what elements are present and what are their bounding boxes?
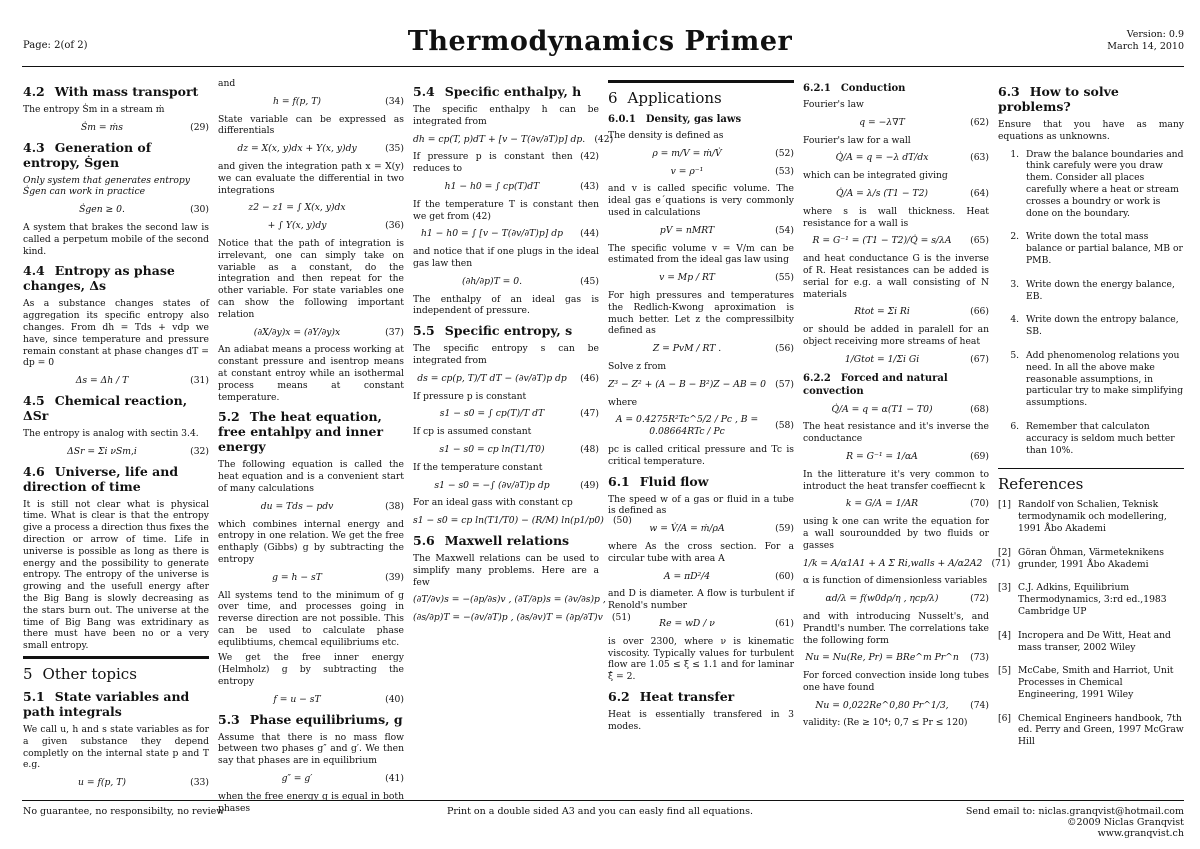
header-rule [22,66,1184,67]
equation: Re = wD / ν (61) [659,617,794,629]
equation: Δs = Δh / T (31) [75,375,209,387]
equation: ρ = m/V = ṁ/V̇ (52) [652,147,794,159]
equation: Q̇/A = λ/s (T1 − T2) (64) [835,187,989,199]
equation: dh = cp(T, p)dT + [v − T(∂v/∂T)p] dp. (42) [413,133,614,145]
paragraph: Heat is essentially transfered in 3 modes. [608,708,794,732]
equation: Ṡm = ṁs (29) [81,121,209,133]
paragraph: α is function of dimensionless variables [803,575,988,587]
paragraph: and heat conductance G is the inverse of R. Heat resistances can be added is serial for e.g. a wall consisting of N materials [803,253,989,300]
paragraph: The specific entropy s can be integrated from [413,343,599,366]
equation: ΔSr = Σi νSm,i (32) [67,445,209,457]
equation: k = G/A = 1/AR (70) [845,498,989,510]
list-item: 4. Write down the entropy balance, SB. [1022,314,1184,338]
equation: Q̇/A = q = −λ dT/dx (63) [835,152,989,164]
equation: Rtot = Σi Ri (66) [854,306,989,318]
equation: w = V̇/A = ṁ/ρA (59) [649,523,794,535]
paragraph: If pressure p is constant [413,390,527,402]
subsection-heading: 6.2.2 Forced and natural convection [803,372,948,397]
paragraph: A system that brakes the second law is called a perpetum mobile of the second kind. [23,221,209,257]
reference-item: [1] Randolf von Schalien, Teknisk termodynamik och modellering, 1991 Åbo Akademi [998,499,1167,534]
paragraph: where [608,396,638,408]
section-rule [608,80,794,83]
equation: 1/k = A/α1A1 + A Σ Ri,walls + A/α2A2 (71) [803,557,1011,569]
paragraph: The specific enthalpy h can be integrated from [413,104,599,127]
equation: f = u − sT (40) [273,693,404,705]
equation: 1/Gtot = 1/Σi Gi (67) [844,353,989,365]
equation: s1 − s0 = cp ln(T1/T0) − (R/M) ln(p1/p0) (50) [413,515,632,527]
equation: R = G⁻¹ = (T1 − T2)/Q̇ = s/λA (65) [812,235,989,247]
section-heading: 4.4 Entropy as phase changes, Δs [23,263,175,294]
paragraph: State variable can be expressed as differentials [218,113,404,137]
equation: dz = X(x, y)dx + Y(x, y)dy (35) [237,143,404,155]
list-item: 5. Add phenomenolog relations you need. In all the above make reasonable assumptions, in particular try to make simplifying assumptions. [1022,350,1184,409]
paragraph: An adiabat means a process working at constant pressure and isentrop means at constant entroy while an isothermal process means at constant temperature. [218,344,404,403]
section-heading: 5.4 Specific enthalpy, h [413,84,582,99]
paragraph: Fourier's law [803,99,864,110]
equation: ds = cp(p, T)/T dT − (∂v/∂T)p dp (46) [417,372,599,384]
section-rule [23,656,209,659]
paragraph: and D is diameter. A flow is turbulent if Renold's number [608,588,794,612]
equation: v = Mp / RT (55) [659,272,794,284]
paragraph: or should be added in paralell for an object receiving more streams of heat [803,324,989,347]
paragraph: when the free energy g is equal in both phases [218,790,404,814]
equation: h = f(p, T) (34) [273,95,404,107]
column-4 [608,78,794,793]
reference-item: [5] McCabe, Smith and Harriot, Unit Processes in Chemical Engineering, 1991 Wiley [998,665,1174,700]
paragraph: and given the integration path x = X(y) we can evaluate the differential in two integrations [218,160,404,196]
paragraph: using k one can write the equation for a wall souroundded by two fluids or gasses [803,516,989,551]
paragraph: For an ideal gass with constant cp [413,497,573,509]
list-item: 2. Write down the total mass balance or partial balance, MB or PMB. [1022,231,1184,266]
paragraph: and [218,78,236,89]
paragraph: In the litterature it's very common to introduct the heat transfer coeffiecnt k [803,468,989,492]
equation: Nu = Nu(Re, Pr) = BRe^m Pr^n (73) [805,652,989,664]
paragraph: We get the free inner energy (Helmholz) g by subtracting the entropy [218,652,404,688]
column-1 [23,78,209,793]
paragraph: validity: (Re ≥ 10⁴; 0,7 ≤ Pr ≤ 120) [803,717,968,729]
paragraph: is over 2300, where ν is kinematic viscosity. Typically values for turbulent flow are 1.05 ≤ ξ ≤ 1.1 and for laminar ξ̂ = 2. [608,635,794,683]
reference-item: [3] C.J. Adkins, Equilibrium Thermodynamics, 3:rd ed.,1983 Cambridge UP [998,582,1167,617]
subsection-heading: 6.0.1 Density, gas laws [608,114,742,125]
subsection-heading: 6.2.1 Conduction [803,83,906,94]
paragraph: The heat resistance and it's inverse the conductance [803,421,989,445]
paragraph: Notice that the path of integration is irrelevant, one can simply take on variable as a constant, do the integration and then repeat for the other variable. For state variables one can show the following important relation [218,237,404,320]
paragraph: Ensure that you have as many equations as unknowns. [998,119,1184,142]
section-heading: 5.6 Maxwell relations [413,532,570,548]
equation: Nu = 0,022Re^0,80 Pr^1/3, (74) [815,699,989,711]
section-heading: 6 Applications [608,89,722,107]
paragraph: As a substance changes states of aggregation its specific entropy also changes. From dh = Tds + vdp we have, since temperature and pressure remain constant at phase changes dT = dp = 0 [23,298,209,369]
column-2 [218,78,404,814]
page-number: Page: 2(of 2) [23,40,88,51]
paragraph: We call u, h and s state variables as for a given substance they depend completly on the internal state p and T e.g. [23,723,209,771]
equation: (∂s/∂p)T = −(∂v/∂T)p , (∂s/∂v)T = (∂p/∂T)v (51) [413,612,631,624]
equation: (∂h/∂p)T = 0. (45) [462,275,599,287]
footer-contact [966,806,1184,839]
section-heading: 4.6 Universe, life and direction of time [23,463,179,494]
paragraph: If cp is assumed constant [413,426,532,438]
equation: A = 0.4275R²Tc^5/2 / Pc , B = 0.08664RTc / Pc (58) [615,414,794,438]
footer-copyright: ©2009 Niclas Granqvist [1066,817,1184,828]
equation: s1 − s0 = cp ln(T1/T0) (48) [439,443,599,455]
list-item: 3. Write down the energy balance, EB. [1022,279,1184,303]
paragraph: If the temperature constant [413,461,543,473]
paragraph: The Maxwell relations can be used to simplify many problems. Here are a few [413,552,599,588]
section-heading: 5 Other topics [23,664,137,683]
reference-item: [2] Göran Öhman, Värmeteknikens grunder, 1991 Åbo Akademi [998,546,1164,570]
paragraph: The enthalpy of an ideal gas is independent of pressure. [413,293,599,317]
section-heading: 6.3 How to solve problems? [998,84,1119,114]
section-heading: 5.3 Phase equilibriums, g [218,711,403,727]
equation: g″ = g′ (41) [281,773,404,785]
equation: q = −λ∇T (62) [859,116,989,128]
paragraph: It is still not clear what is physical time. What is clear is that the entropy give a process a direction thus fixes the direction or arrow of time. Life in universe is possible as long as there is energy and the possibility to generate entropy. The entropy of the universe is growing and the usefull energy after the Big Bang is slowly decreasing as the stars burn out. The universe at the time of Big Bang was extridinary as there must have been no or a very small entropy. [23,498,209,652]
date: March 14, 2010 [1107,41,1184,52]
version-block [1107,29,1184,53]
paragraph: For forced convection inside long tubes one have found [803,670,989,693]
equation: g = h − sT (39) [272,571,404,583]
equation: αd/λ = f(w0dρ/η , ηcp/λ) (72) [825,593,989,605]
equation: u = f(p, T) (33) [78,777,209,789]
section-heading: 4.3 Generation of entropy, Ṡgen [23,139,152,170]
equation: R = G⁻¹ = 1/αA (69) [846,450,989,462]
equation: Z³ − Z² + (A − B − B²)Z − AB = 0 (57) [608,378,794,390]
equation: du = Tds − pdv (38) [260,500,404,512]
paragraph: Solve z from [608,360,667,372]
column-5 [803,78,1011,793]
paragraph: pc is called critical pressure and Tc is critical temperature. [608,443,794,467]
equation: z2 − z1 = ∫ X(x, y)dx [248,202,346,214]
paragraph: which can be integrated giving [803,170,948,182]
list-item: 6. Remember that calculaton accuracy is seldom much better than 10%. [1022,421,1184,456]
paragraph: Assume that there is no mass flow between two phases g″ and g′. We then say that phases are in equilibrium [218,731,404,767]
equation: (∂T/∂v)s = −(∂p/∂s)v , (∂T/∂p)s = (∂v/∂s)p , [413,594,606,606]
paragraph: Fourier's law for a wall [803,134,911,146]
paragraph: For high pressures and temperatures the Redlich-Kwong aproximation is much better. Let z the compressilbity defined as [608,289,794,337]
footer-website: www.granqvist.ch [1097,828,1184,839]
paragraph: which combines internal energy and entropy in one relation. We get the free enthaply (Gibbs) g by subtracting the entropy [218,518,404,565]
equation: h1 − h0 = ∫ cp(T)dT (43) [444,180,599,192]
equation: s1 − s0 = ∫ cp(T)/T dT (47) [439,408,599,420]
equation: Ṡgen ≥ 0. (30) [79,204,209,216]
paragraph: The entropy is analog with sectin 3.4. [23,427,199,439]
references-heading: References [998,475,1084,494]
equation: (∂X/∂y)x = (∂Y/∂y)x (37) [253,326,404,338]
equation: + ∫ Y(x, y)dy (36) [267,220,404,232]
section-rule [998,468,1184,469]
version: Version: 0.9 [1126,29,1184,40]
equation: A = πD²/4 (60) [663,570,794,582]
footer-print-note: Print on a double sided A3 and you can easly find all equations. [447,806,753,817]
equation: Q̇/A = q = α(T1 − T0) (68) [831,403,989,415]
section-heading: 5.2 The heat equation, free entahlpy and inner energy [218,409,384,455]
footer-email: Send email to: niclas.granqvist@hotmail.com [965,806,1184,817]
equation: pV = nMRT (54) [659,224,794,236]
paragraph: The following equation is called the heat equation and is a convenient start of many calculations [218,459,404,494]
paragraph: Only system that generates entropy Ṡgen can work in practice [23,174,190,198]
reference-item: [4] Incropera and De Witt, Heat and mass transer, 2002 Wiley [998,629,1171,653]
paragraph: The speed w of a gas or fluid in a tube is defined as [608,493,794,517]
section-heading: 6.2 Heat transfer [608,688,735,704]
paragraph: If the temperature T is constant then we get from (42) [413,198,599,222]
footer-disclaimer: No guarantee, no responsibilty, no review [23,806,225,817]
footer-rule [22,800,1184,801]
paragraph: and v is called specific volume. The ideal gas e´quations is very commonly used in calculations [608,183,794,218]
section-heading: 6.1 Fluid flow [608,473,709,489]
equation: v = ρ⁻¹ (53) [670,165,794,177]
paragraph: All systems tend to the minimum of g over time, and processes going in reverse direction are not possible. This can be used to calculate phase equlibtiums, chemcal equilibriums etc. [218,589,404,648]
section-heading: 4.2 With mass transport [23,84,199,99]
equation: Z = PvM / RT . (56) [652,343,794,355]
paragraph: The density is defined as [608,130,724,141]
page-title: Thermodynamics Primer [407,26,793,57]
paragraph: The entropy Ṡm in a stream ṁ [23,104,165,115]
section-heading: 5.5 Specific entropy, s [413,323,573,339]
paragraph: where As the cross section. For a circular tube with area A [608,540,794,564]
column-6 [998,78,1184,793]
list-item: 1. Draw the balance boundaries and think carefuly were you draw them. Consider all places carefully where a heat or stream crosses a boundry or work is done on the boundary. [1022,149,1184,220]
solve-steps-list [998,149,1184,457]
paragraph: The specific volume v = V/m can be estimated from the ideal gas law using [608,242,794,266]
section-heading: 5.1 State variables and path integrals [23,688,190,719]
equation: s1 − s0 = −∫ (∂v/∂T)p dp (49) [434,479,599,491]
reference-item: [6] Chemical Engineers handbook, 7th ed. Perry and Green, 1997 McGraw Hill [998,712,1184,748]
equation: h1 − h0 = ∫ [v − T(∂v/∂T)p] dp (44) [421,228,599,240]
section-heading: 4.5 Chemical reaction, ΔSr [23,392,188,423]
paragraph: where s is wall thickness. Heat resistance for a wall is [803,205,989,229]
paragraph: and notice that if one plugs in the ideal gas law then [413,246,599,269]
paragraph: and with introducing Nusselt's, and Prandtl's number. The correlations take the following form [803,610,989,646]
paragraph: If pressure p is constant then (42) reduces to [413,151,599,175]
